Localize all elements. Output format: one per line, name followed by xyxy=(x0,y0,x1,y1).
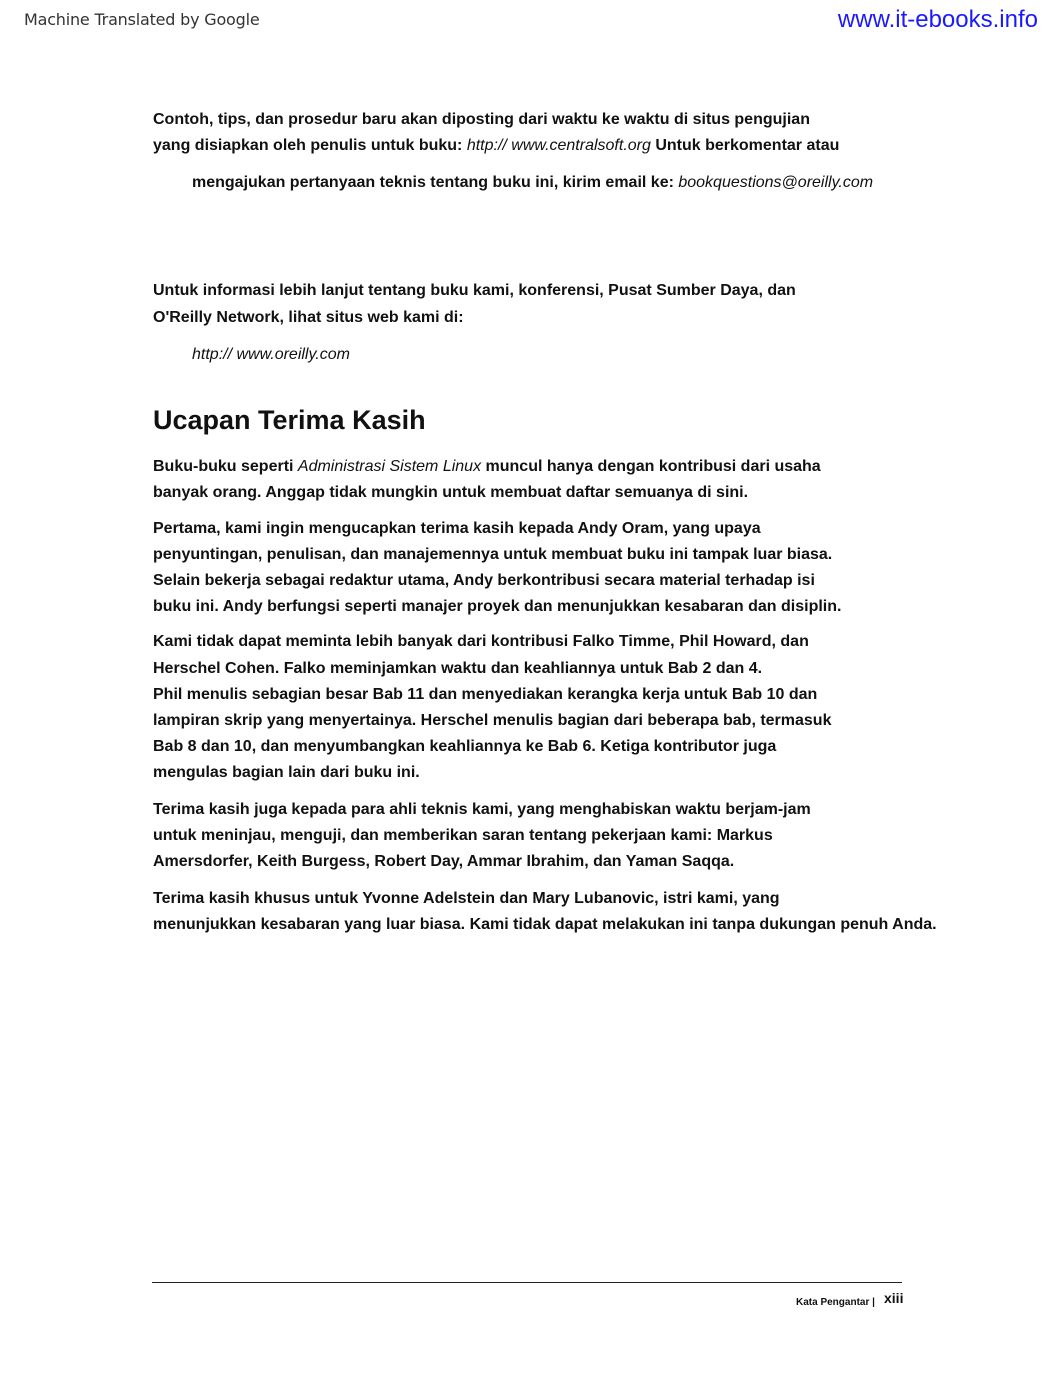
paragraph-line: Terima kasih khusus untuk Yvonne Adelstein dan Mary Lubanovic, istri kami, yang xyxy=(153,890,780,907)
page-number: xiii xyxy=(884,1290,904,1306)
text-span: yang disiapkan oleh penulis untuk buku: xyxy=(153,137,467,154)
paragraph-line: Pertama, kami ingin mengucapkan terima kasih kepada Andy Oram, yang upaya xyxy=(153,520,761,537)
footer-section-label: Kata Pengantar | xyxy=(796,1297,875,1308)
paragraph-line: Amersdorfer, Keith Burgess, Robert Day, Ammar Ibrahim, dan Yaman Saqqa. xyxy=(153,853,735,870)
paragraph-line xyxy=(153,454,821,480)
paragraph-line: Selain bekerja sebagai redaktur utama, Andy berkontribusi secara material terhadap isi xyxy=(153,572,815,589)
paragraph-line: lampiran skrip yang menyertainya. Herschel menulis bagian dari beberapa bab, termasuk xyxy=(153,712,832,729)
paragraph-line: O'Reilly Network, lihat situs web kami di: xyxy=(153,309,464,326)
paragraph-line xyxy=(153,133,839,159)
paragraph-line: Phil menulis sebagian besar Bab 11 dan menyediakan kerangka kerja untuk Bab 10 dan xyxy=(153,686,818,703)
oreilly-link[interactable]: http:// www.oreilly.com xyxy=(192,346,350,363)
paragraph-line: penyuntingan, penulisan, dan manajemennya untuk membuat buku ini tampak luar biasa. xyxy=(153,546,833,563)
paragraph-line: Untuk informasi lebih lanjut tentang buku kami, konferensi, Pusat Sumber Daya, dan xyxy=(153,282,796,299)
paragraph-line: menunjukkan kesabaran yang luar biasa. Kami tidak dapat melakukan ini tanpa dukungan penuh Anda. xyxy=(153,916,937,933)
paragraph-line: banyak orang. Anggap tidak mungkin untuk membuat daftar semuanya di sini. xyxy=(153,484,749,501)
text-span: Untuk berkomentar atau xyxy=(650,137,840,154)
paragraph-line: Contoh, tips, dan prosedur baru akan diposting dari waktu ke waktu di situs pengujian xyxy=(153,111,810,128)
book-title: Administrasi Sistem Linux xyxy=(297,458,482,475)
paragraph-line: Kami tidak dapat meminta lebih banyak dari kontribusi Falko Timme, Phil Howard, dan xyxy=(153,633,809,650)
text-span: muncul hanya dengan kontribusi dari usaha xyxy=(481,458,821,475)
section-heading: Ucapan Terima Kasih xyxy=(153,405,426,435)
email-link[interactable]: bookquestions@oreilly.com xyxy=(678,174,874,191)
text-span: mengajukan pertanyaan teknis tentang buku ini, kirim email ke: xyxy=(192,174,679,191)
paragraph-line: Bab 8 dan 10, dan menyumbangkan keahliannya ke Bab 6. Ketiga kontributor juga xyxy=(153,738,777,755)
paragraph-line: buku ini. Andy berfungsi seperti manajer proyek dan menunjukkan kesabaran dan disiplin. xyxy=(153,598,842,615)
machine-translation-note: Machine Translated by Google xyxy=(24,10,260,29)
paragraph-line: Terima kasih juga kepada para ahli teknis kami, yang menghabiskan waktu berjam-jam xyxy=(153,801,811,818)
text-span: Buku-buku seperti xyxy=(153,458,298,475)
paragraph-line: untuk meninjau, menguji, dan memberikan saran tentang pekerjaan kami: Markus xyxy=(153,827,773,844)
paragraph-line: Herschel Cohen. Falko meminjamkan waktu dan keahliannya untuk Bab 2 dan 4. xyxy=(153,660,763,677)
footer-rule xyxy=(152,1282,902,1283)
site-link[interactable]: www.it-ebooks.info xyxy=(837,6,1038,33)
paragraph-line: mengulas bagian lain dari buku ini. xyxy=(153,764,420,781)
paragraph-line xyxy=(192,170,873,196)
centralsoft-link[interactable]: http:// www.centralsoft.org xyxy=(466,137,651,154)
